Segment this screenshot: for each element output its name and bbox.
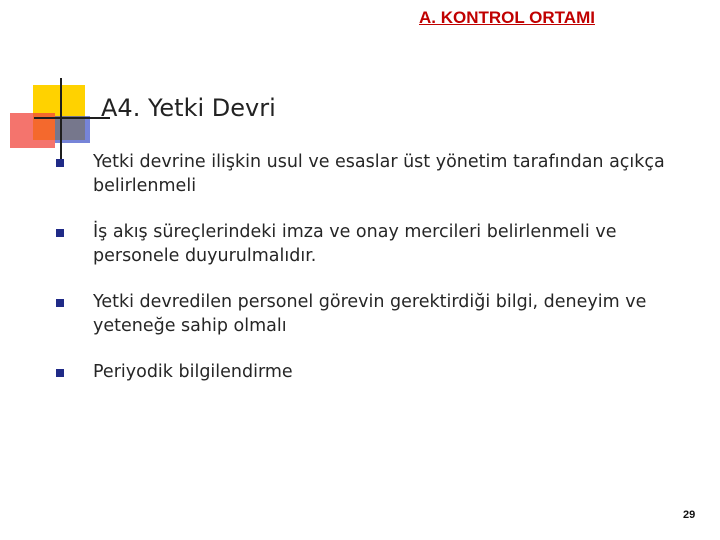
- page-number: 29: [683, 509, 696, 521]
- list-item: [55, 290, 695, 338]
- bullet-text: Periyodik bilgilendirme: [93, 362, 293, 382]
- bullet-text: Yetki devredilen personel görevin gerektirdiği bilgi, deneyim ve yeteneğe sahip olmalı: [93, 292, 647, 336]
- list-item: [55, 220, 695, 268]
- section-header: A. KONTROL ORTAMI: [419, 8, 595, 27]
- square-bullet-icon: [56, 159, 64, 167]
- list-item: [55, 150, 695, 198]
- square-bullet-icon: [56, 229, 64, 237]
- square-bullet-icon: [56, 369, 64, 377]
- slide-title: A4. Yetki Devri: [101, 94, 276, 122]
- bullet-text: İş akış süreçlerindeki imza ve onay mercileri belirlenmeli ve personele duyurulmalıdır.: [93, 222, 617, 266]
- square-bullet-icon: [56, 299, 64, 307]
- decorative-squares: [0, 0, 110, 160]
- bullet-list: [55, 150, 695, 406]
- list-item: [55, 360, 695, 384]
- bullet-text: Yetki devrine ilişkin usul ve esaslar üst yönetim tarafından açıkça belirlenmeli: [93, 152, 665, 196]
